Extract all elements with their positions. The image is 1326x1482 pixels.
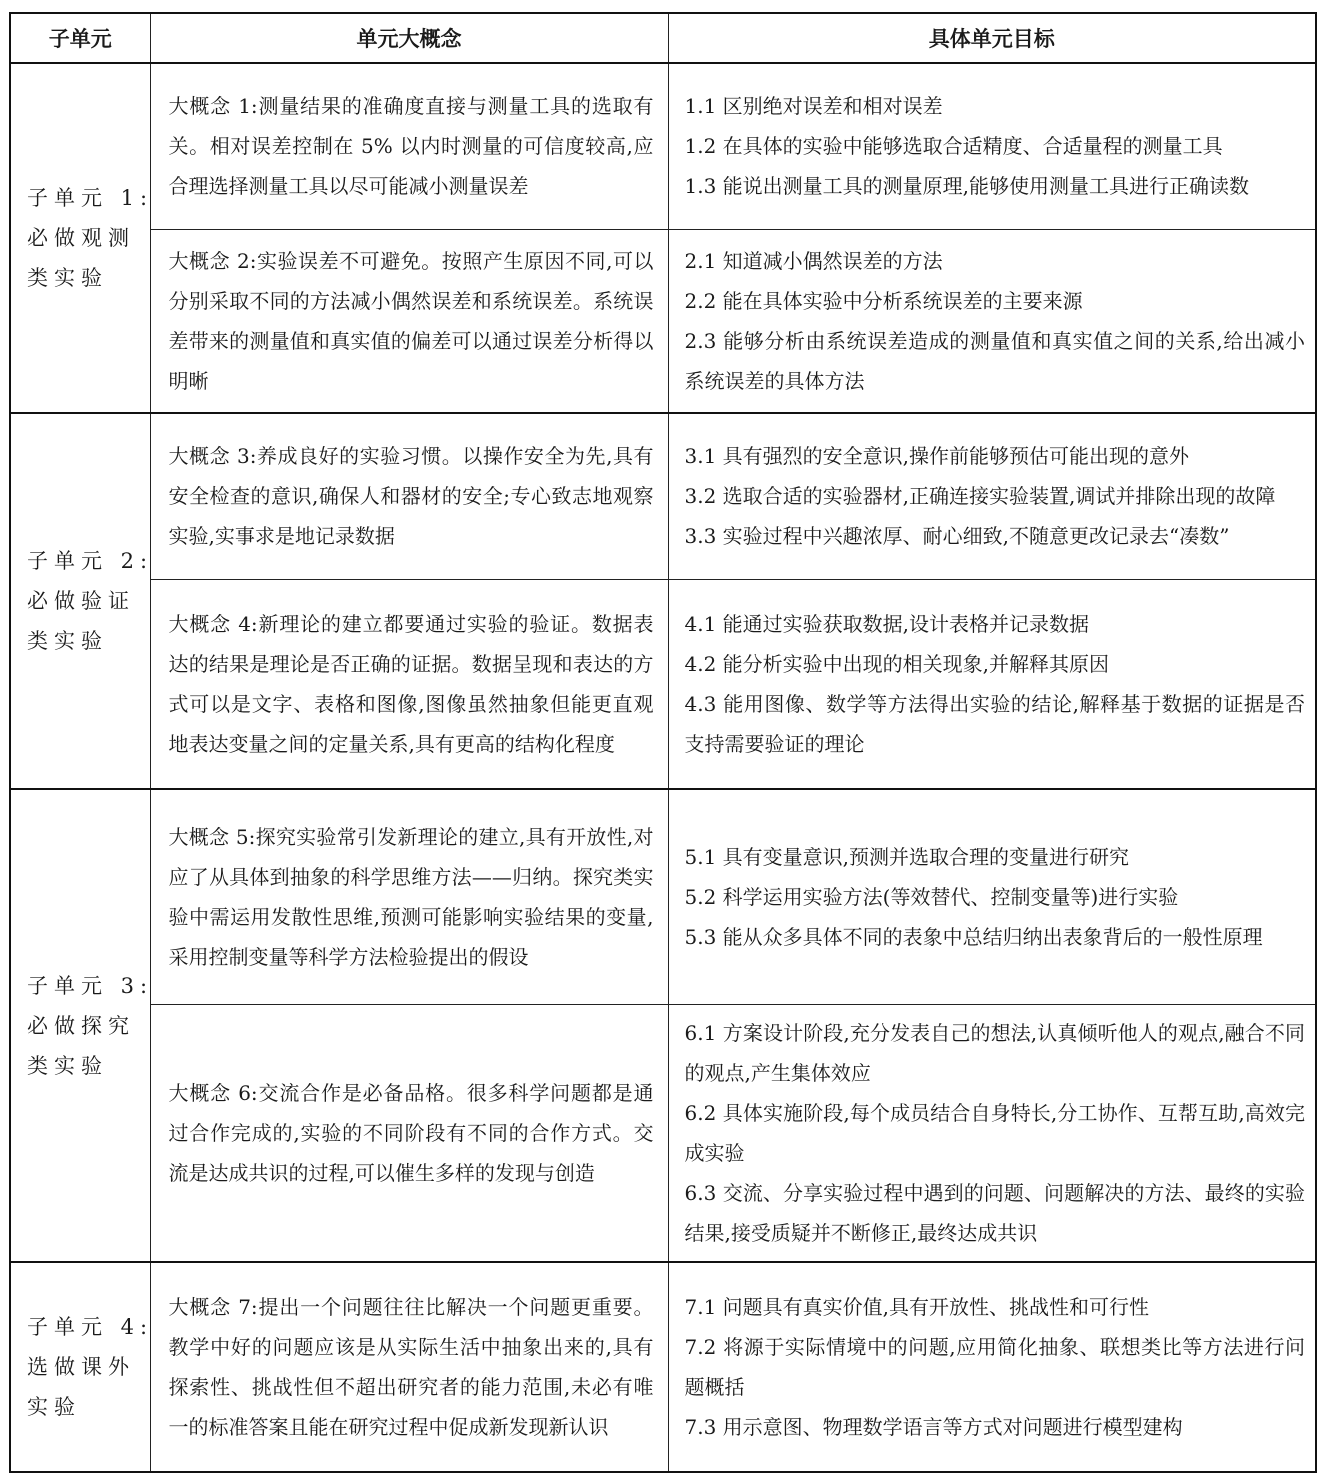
subunit-name-line: 必做探究 xyxy=(27,1013,135,1038)
big-concept-cell: 大概念 1:测量结果的准确度直接与测量工具的选取有关。相对误差控制在 5% 以内时测量的可信度较高,应合理选择测量工具以尽可能减小测量误差 xyxy=(150,63,668,229)
goal-item: 1.2 在具体的实验中能够选取合适精度、合适量程的测量工具 xyxy=(684,134,1223,159)
subunit-name-line: 实验 xyxy=(27,1395,81,1419)
goal-item: 1.1 区别绝对误差和相对误差 xyxy=(684,94,943,119)
subunit-cell xyxy=(10,413,154,789)
goals-cell xyxy=(668,789,1316,1004)
unit-table xyxy=(9,12,1317,1473)
goal-item: 6.1 方案设计阶段,充分发表自己的想法,认真倾听他人的观点,融合不同的观点,产生集体效应 xyxy=(684,1020,1305,1085)
goals-cell xyxy=(668,413,1316,579)
goal-item: 3.1 具有强烈的安全意识,操作前能够预估可能出现的意外 xyxy=(684,444,1190,469)
header-big-concept: 单元大概念 xyxy=(150,13,668,63)
goals-cell xyxy=(668,579,1316,789)
subunit-cell xyxy=(10,789,154,1262)
goal-item: 1.3 能说出测量工具的测量原理,能够使用测量工具进行正确读数 xyxy=(684,174,1250,199)
subunit-name-line: 子单元 3: xyxy=(27,973,154,998)
goals-cell xyxy=(668,1262,1316,1472)
goal-item: 5.2 科学运用实验方法(等效替代、控制变量等)进行实验 xyxy=(684,884,1179,909)
big-concept-cell: 大概念 5:探究实验常引发新理论的建立,具有开放性,对应了从具体到抽象的科学思维方法——归纳。探究类实验中需运用发散性思维,预测可能影响实验结果的变量,采用控制变量等科学方法检验提出的假设 xyxy=(150,789,668,1004)
goal-item: 7.3 用示意图、物理数学语言等方式对问题进行模型建构 xyxy=(684,1415,1183,1439)
big-concept-cell: 大概念 2:实验误差不可避免。按照产生原因不同,可以分别采取不同的方法减小偶然误差和系统误差。系统误差带来的测量值和真实值的偏差可以通过误差分析得以明晰 xyxy=(150,229,668,413)
goal-item: 5.1 具有变量意识,预测并选取合理的变量进行研究 xyxy=(684,844,1130,869)
goal-item: 4.3 能用图像、数学等方法得出实验的结论,解释基于数据的证据是否支持需要验证的理论 xyxy=(684,691,1305,756)
subunit-name-line: 选做课外 xyxy=(27,1355,135,1379)
goal-item: 2.3 能够分析由系统误差造成的测量值和真实值之间的关系,给出减小系统误差的具体方法 xyxy=(684,328,1305,393)
big-concept-cell: 大概念 6:交流合作是必备品格。很多科学问题都是通过合作完成的,实验的不同阶段有不同的合作方式。交流是达成共识的过程,可以催生多样的发现与创造 xyxy=(150,1004,668,1262)
table-row xyxy=(10,1262,1316,1472)
goal-item: 2.1 知道减小偶然误差的方法 xyxy=(684,248,943,273)
table-row xyxy=(10,63,1316,229)
goal-item: 3.3 实验过程中兴趣浓厚、耐心细致,不随意更改记录去“凑数” xyxy=(684,524,1230,549)
table-row xyxy=(10,413,1316,579)
table-row xyxy=(10,1004,1316,1262)
goal-item: 6.3 交流、分享实验过程中遇到的问题、问题解决的方法、最终的实验结果,接受质疑并不断修正,最终达成共识 xyxy=(684,1180,1305,1245)
goal-item: 4.2 能分析实验中出现的相关现象,并解释其原因 xyxy=(684,651,1110,676)
goal-item: 7.1 问题具有真实价值,具有开放性、挑战性和可行性 xyxy=(684,1295,1150,1319)
goal-item: 7.2 将源于实际情境中的问题,应用简化抽象、联想类比等方法进行问题概括 xyxy=(684,1335,1305,1399)
subunit-name-line: 类实验 xyxy=(27,629,108,653)
subunit-name-line: 必做观测 xyxy=(27,226,135,250)
subunit-name-line: 必做验证 xyxy=(27,589,135,613)
goals-cell xyxy=(668,229,1316,413)
table-row xyxy=(10,229,1316,413)
table-row xyxy=(10,579,1316,789)
subunit-name-line: 子单元 4: xyxy=(27,1315,154,1339)
subunit-name-line: 子单元 1: xyxy=(27,186,154,210)
subunit-name-line: 类实验 xyxy=(27,1053,108,1078)
header-subunit: 子单元 xyxy=(10,13,150,63)
subunit-name-line: 类实验 xyxy=(27,266,108,290)
subunit-name-line: 子单元 2: xyxy=(27,549,154,573)
header-row xyxy=(10,13,1316,63)
goals-cell xyxy=(668,1004,1316,1262)
header-unit-goals: 具体单元目标 xyxy=(668,13,1316,63)
goal-item: 5.3 能从众多具体不同的表象中总结归纳出表象背后的一般性原理 xyxy=(684,924,1263,949)
goal-item: 2.2 能在具体实验中分析系统误差的主要来源 xyxy=(684,288,1083,313)
goal-item: 4.1 能通过实验获取数据,设计表格并记录数据 xyxy=(684,611,1090,636)
big-concept-cell: 大概念 4:新理论的建立都要通过实验的验证。数据表达的结果是理论是否正确的证据。数据呈现和表达的方式可以是文字、表格和图像,图像虽然抽象但能更直观地表达变量之间的定量关系,具有更高的结构化程度 xyxy=(150,579,668,789)
goal-item: 6.2 具体实施阶段,每个成员结合自身特长,分工协作、互帮互助,高效完成实验 xyxy=(684,1100,1305,1165)
subunit-cell xyxy=(10,1262,154,1472)
table-row xyxy=(10,789,1316,1004)
goals-cell xyxy=(668,63,1316,229)
goal-item: 3.2 选取合适的实验器材,正确连接实验装置,调试并排除出现的故障 xyxy=(684,484,1276,509)
subunit-cell xyxy=(10,63,154,413)
big-concept-cell: 大概念 3:养成良好的实验习惯。以操作安全为先,具有安全检查的意识,确保人和器材的安全;专心致志地观察实验,实事求是地记录数据 xyxy=(150,413,668,579)
big-concept-cell: 大概念 7:提出一个问题往往比解决一个问题更重要。教学中好的问题应该是从实际生活中抽象出来的,具有探索性、挑战性但不超出研究者的能力范围,未必有唯一的标准答案且能在研究过程中促成新发现新认识 xyxy=(150,1262,668,1472)
